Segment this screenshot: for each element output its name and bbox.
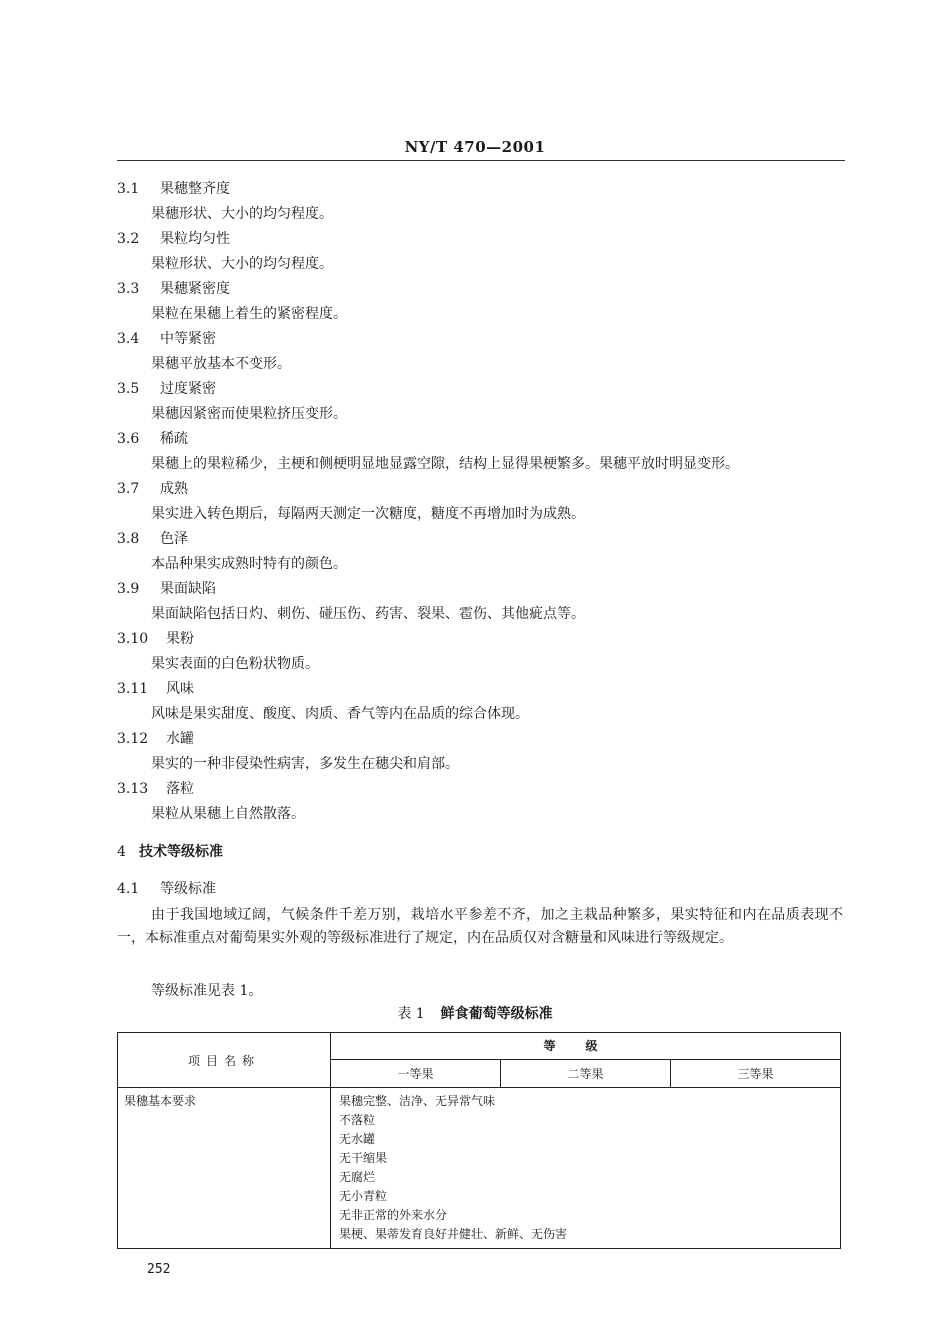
requirement-line: 无干缩果 (339, 1151, 388, 1165)
def-term: 稀疏 (160, 431, 188, 447)
def-body: 果面缺陷包括日灼、刺伤、碰压伤、药害、裂果、雹伤、其他疵点等。 (151, 606, 585, 622)
def-term: 风味 (166, 681, 194, 697)
def-body: 果粒在果穗上着生的紧密程度。 (151, 306, 347, 322)
def-number: 3.7 (117, 481, 140, 497)
section-4-number: 4 (117, 844, 126, 860)
def-number: 3.10 (117, 631, 149, 647)
def-number: 3.4 (117, 331, 140, 347)
def-body: 果穗形状、大小的均匀程度。 (151, 206, 333, 222)
grade-standard-table (117, 1032, 841, 1249)
def-term: 成熟 (160, 481, 188, 497)
table-caption (0, 1003, 950, 1023)
def-body: 果实的一种非侵染性病害，多发生在穗尖和肩部。 (151, 756, 459, 772)
requirement-line: 无非正常的外来水分 (339, 1208, 448, 1222)
def-term: 色泽 (160, 531, 188, 547)
def-body: 果穗上的果粒稀少，主梗和侧梗明显地显露空隙，结构上显得果梗繁多。果穗平放时明显变形。 (151, 456, 739, 472)
grade-column-second: 二等果 (501, 1059, 671, 1087)
def-number: 3.8 (117, 531, 140, 547)
def-term: 中等紧密 (160, 331, 216, 347)
def-term: 水罐 (166, 731, 194, 747)
def-body: 果粒从果穗上自然散落。 (151, 806, 305, 822)
def-term: 果穗紧密度 (160, 281, 230, 297)
def-body: 果穗因紧密而使果粒挤压变形。 (151, 406, 347, 422)
def-term: 落粒 (166, 781, 194, 797)
def-number: 3.6 (117, 431, 140, 447)
table-caption-label: 表 1 (397, 1006, 425, 1022)
def-number: 3.3 (117, 281, 140, 297)
def-term: 果穗整齐度 (160, 181, 230, 197)
standard-code-header: NY/T 470—2001 (404, 138, 546, 156)
section-4-title: 技术等级标准 (139, 844, 223, 860)
grade-header: 等级 (331, 1033, 841, 1060)
row-label-basic-requirements: 果穗基本要求 (118, 1088, 331, 1249)
grade-column-third: 三等果 (671, 1059, 841, 1087)
def-number: 3.9 (117, 581, 140, 597)
section-4-heading (117, 841, 223, 863)
requirement-line: 无腐烂 (339, 1170, 376, 1184)
def-term: 果粒均匀性 (160, 231, 230, 247)
def-number: 3.2 (117, 231, 140, 247)
grade-column-first: 一等果 (331, 1059, 501, 1087)
def-number: 3.13 (117, 781, 149, 797)
def-body: 果实进入转色期后，每隔两天测定一次糖度，糖度不再增加时为成熟。 (151, 506, 585, 522)
requirement-line: 不落粒 (339, 1113, 376, 1127)
requirements-cell (331, 1088, 841, 1249)
requirement-line: 无水罐 (339, 1132, 376, 1146)
def-term: 果粉 (166, 631, 194, 647)
requirement-line: 无小青粒 (339, 1189, 388, 1203)
def-number: 3.11 (117, 681, 149, 697)
subsection-4-1-title: 等级标准 (160, 881, 216, 897)
header-rule (117, 160, 845, 161)
section-4-paragraph: 由于我国地域辽阔，气候条件千差万别，栽培水平参差不齐，加之主栽品种繁多，果实特征和内在品质表现不一，本标准重点对葡萄果实外观的等级标准进行了规定，内在品质仅对含糖量和风味进行等级规定。 (117, 907, 843, 946)
def-number: 3.1 (117, 181, 140, 197)
def-term: 果面缺陷 (160, 581, 216, 597)
table-reference-line: 等级标准见表 1。 (151, 983, 263, 999)
def-body: 果穗平放基本不变形。 (151, 356, 291, 372)
def-body: 风味是果实甜度、酸度、肉质、香气等内在品质的综合体现。 (151, 706, 529, 722)
def-number: 3.12 (117, 731, 149, 747)
def-term: 过度紧密 (160, 381, 216, 397)
def-body: 本品种果实成熟时特有的颜色。 (151, 556, 347, 572)
table-caption-title: 鲜食葡萄等级标准 (440, 1006, 553, 1022)
def-number: 3.5 (117, 381, 140, 397)
subsection-4-1-number: 4.1 (117, 881, 140, 897)
requirement-line: 果梗、果蒂发育良好并健壮、新鲜、无伤害 (339, 1227, 568, 1241)
def-body: 果实表面的白色粉状物质。 (151, 656, 319, 672)
page-number: 252 (147, 1262, 171, 1277)
def-body: 果粒形状、大小的均匀程度。 (151, 256, 333, 272)
requirement-line: 果穗完整、洁净、无异常气味 (339, 1094, 496, 1108)
item-name-header: 项目名称 (118, 1033, 331, 1088)
